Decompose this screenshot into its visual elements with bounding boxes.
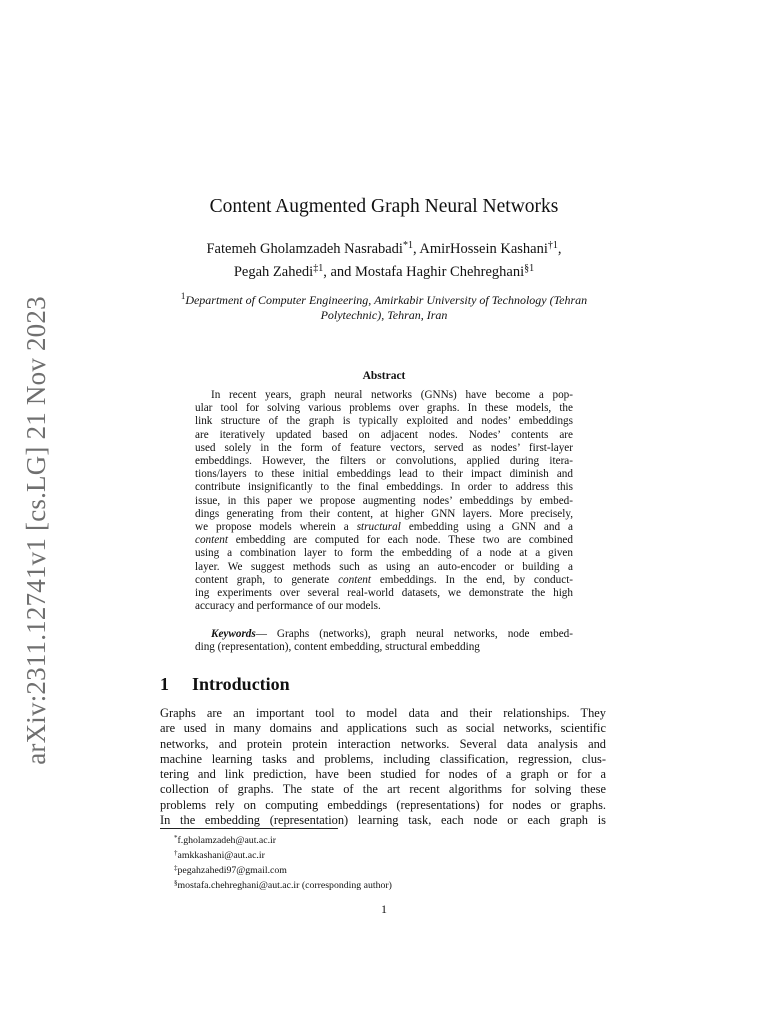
paper-title: Content Augmented Graph Neural Networks: [209, 196, 559, 217]
affiliation-line: Polytechnic), Tehran, Iran: [320, 308, 448, 322]
footnote-email-link[interactable]: mostafa.chehreghani@aut.ac.ir (corresponding author): [177, 880, 392, 891]
abstract-line: In recent years, graph neural networks (GNNs) have become a pop-: [211, 389, 573, 401]
intro-line: problems rely on computing embeddings (representations) for nodes or graphs.: [160, 797, 606, 812]
section-number: 1: [160, 674, 169, 694]
footnote-mark: *: [174, 834, 178, 842]
intro-line: tering and link prediction, have been studied for nodes of a graph or for a: [160, 767, 606, 782]
intro-line: collection of graphs. The state of the art recent algorithms for solving these: [160, 782, 606, 797]
footnote-mark: †: [174, 849, 178, 857]
footnote: [174, 847, 392, 862]
emphasis-structural: structural: [356, 521, 401, 534]
emphasis-content: content: [195, 534, 228, 547]
author-name: Mostafa Haghir Chehreghani: [355, 264, 525, 280]
author-name: Fatemeh Gholamzadeh Nasrabadi: [206, 241, 403, 257]
abstract-line: link structure of the graph is typically exploited and nodes’ embeddings: [195, 415, 573, 428]
keywords-text: — Graphs (networks), graph neural networks, node embed-: [255, 628, 573, 640]
abstract-text: embeddings. In the end, by conduct-: [379, 573, 574, 586]
keywords-line: [195, 628, 573, 641]
author-name: Pegah Zahedi: [233, 264, 314, 280]
keywords-line: ding (representation), content embedding, structural embedding: [195, 641, 480, 654]
footnotes: [174, 832, 392, 892]
author-mark: §1: [524, 263, 535, 274]
author-list: Fatemeh Gholamzadeh Nasrabadi$^{*1}$, AmirHossein Kashani$^{\dagger 1}$, Pegah Zahedi$^{\ddagger 1}$, and Mostafa Haghir Chehreghani$^{\S 1}$: [206, 240, 562, 280]
intro-line: Graphs are an important tool to model data and their relationships. They: [160, 706, 606, 720]
footnote-mark: ‡: [174, 864, 178, 872]
section-title: Introduction: [192, 674, 290, 694]
footnote-mark: §: [174, 879, 178, 887]
arxiv-identifier-text: arXiv:2311.12741v1 [cs.LG] 21 Nov 2023: [20, 295, 51, 765]
intro-line: In the embedding (representation) learning task, each node or each graph is: [160, 813, 606, 828]
abstract-line: contribute insignificantly to the final embeddings. In order to address this: [195, 481, 573, 494]
intro-paragraph: [160, 706, 606, 828]
footnote-email-link[interactable]: pegahzahedi97@gmail.com: [177, 865, 287, 876]
affiliation: [150, 289, 618, 323]
abstract-line: [195, 574, 573, 587]
footnote: [174, 877, 392, 892]
abstract-line: are iteratively updated based on adjacent nodes. Nodes’ contents are: [195, 428, 573, 441]
abstract-text: embedding are computed for each node. These two are combined: [235, 534, 573, 547]
abstract-line: accuracy and performance of our models.: [195, 600, 381, 613]
abstract-body: [195, 389, 573, 613]
author-name: AmirHossein Kashani: [419, 241, 548, 257]
section-heading: [160, 674, 290, 695]
abstract-line: [195, 534, 573, 547]
footnote: [174, 862, 392, 877]
abstract-text: content graph, to generate: [195, 573, 330, 586]
abstract-text: embedding using a GNN and a: [408, 521, 574, 534]
author-mark: *1: [402, 240, 413, 251]
author-mark: †1: [547, 240, 558, 251]
affiliation-line: Department of Computer Engineering, Amirkabir University of Technology (Tehran: [185, 293, 588, 307]
abstract-line: [195, 521, 573, 534]
author-mark: ‡1: [313, 263, 324, 274]
abstract-line: ing experiments over several real-world datasets, we demonstrate the high: [195, 587, 573, 600]
keywords: [195, 628, 573, 654]
footnote: [174, 832, 392, 847]
abstract-line: tions/layers to these initial embeddings lead to their impact diminish and: [195, 468, 573, 481]
abstract-heading: Abstract: [362, 370, 406, 382]
abstract-line: issue, in this paper we propose augmenting nodes’ embeddings by embed-: [195, 494, 573, 507]
intro-line: machine learning tasks and problems, including classification, regression, clus-: [160, 751, 606, 766]
keywords-label: Keywords: [211, 628, 256, 640]
intro-line: networks, and protein protein interaction networks. Several data analysis and: [160, 736, 606, 751]
emphasis-content: content: [338, 573, 371, 586]
affiliation-mark: 1: [180, 291, 186, 301]
page-number: 1: [381, 902, 387, 916]
abstract-line: ular tool for solving various problems over graphs. In these models, the: [195, 402, 573, 415]
abstract-line: layer. We suggest methods such as using an auto-encoder or building a: [195, 560, 573, 573]
footnote-email-link[interactable]: f.gholamzadeh@aut.ac.ir: [177, 835, 277, 846]
footnote-divider: [160, 828, 338, 829]
abstract-text: we propose models wherein a: [195, 521, 349, 534]
intro-line: are used in many domains and applications such as social networks, scientific: [160, 721, 606, 736]
abstract-line: used solely in the form of feature vectors, served as nodes’ first-layer: [195, 441, 573, 454]
footnote-email-link[interactable]: amkkashani@aut.ac.ir: [177, 850, 265, 861]
abstract-line: dings generating from their content, at higher GNN layers. More precisely,: [195, 507, 573, 520]
abstract-line: embeddings. However, the filters or convolutions, applied during itera-: [195, 455, 573, 468]
abstract-line: using a combination layer to form the embedding of a node at a given: [195, 547, 573, 560]
